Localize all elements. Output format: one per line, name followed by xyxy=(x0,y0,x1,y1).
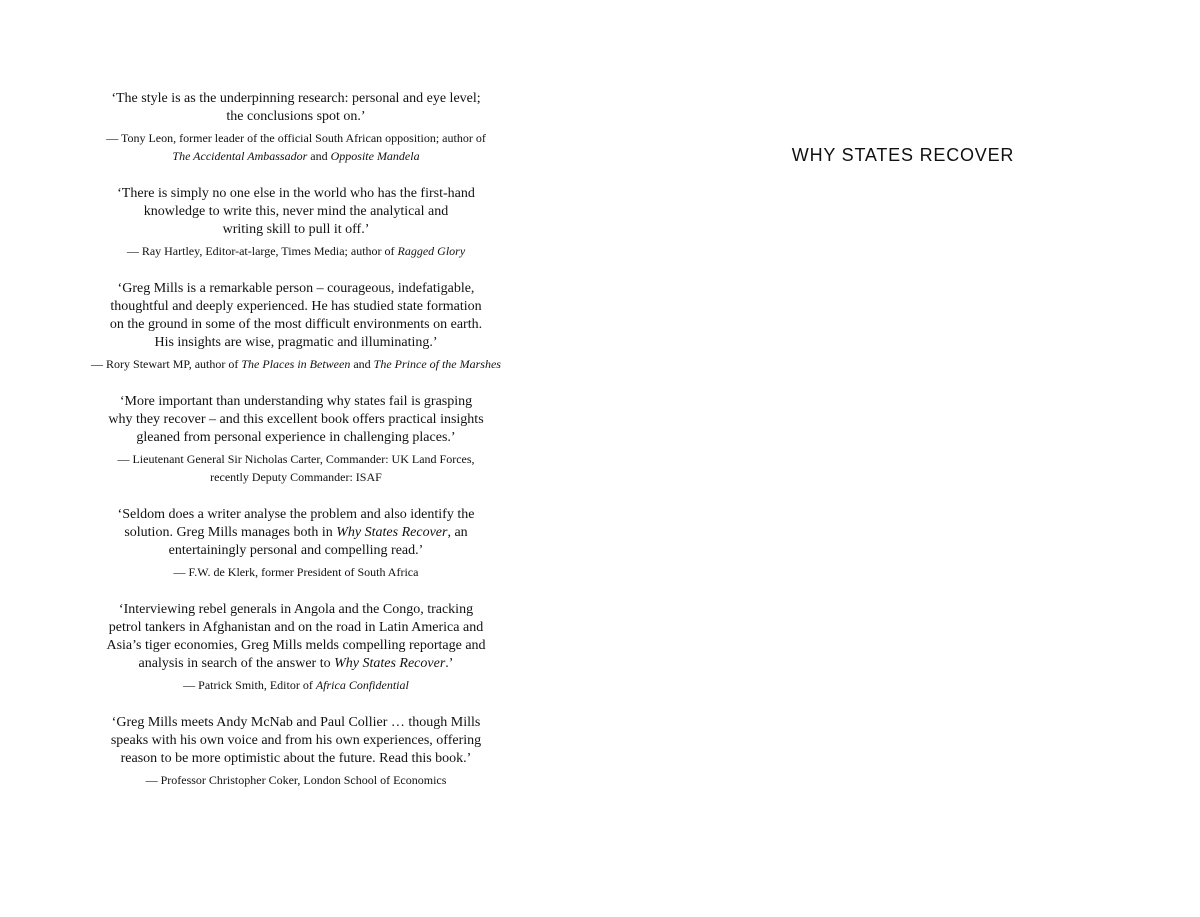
quote-attribution xyxy=(86,563,506,581)
quote-attribution xyxy=(86,355,506,373)
attribution-text: — Patrick Smith, Editor of xyxy=(183,678,316,692)
quote-attribution xyxy=(86,242,506,260)
quote-text xyxy=(86,601,506,673)
book-title: WHY STATES RECOVER xyxy=(791,145,1015,165)
quote-text: ‘Greg Mills is a remarkable person – courageous, indefatigable, thoughtful and deeply experienced. He has studied state formation on the ground in some of the most difficult environments on earth. His insights are wise, pragmatic and illuminating.’ xyxy=(109,281,483,350)
quote-text: ‘Greg Mills meets Andy McNab and Paul Collier … though Mills speaks with his own voice and from his own experiences, offering reason to be more optimistic about the future. Read this book.’ xyxy=(110,715,482,766)
book-title-italic: The Prince of the Marshes xyxy=(373,357,501,371)
quote-text-part: ‘Seldom does a writer analyse the problem and also identify the solution. Greg Mills manages both in xyxy=(117,507,475,540)
attribution-text: — Rory Stewart MP, author of xyxy=(91,357,242,371)
book-title-italic: Why States Recover xyxy=(334,656,446,671)
book-title-italic: Africa Confidential xyxy=(315,678,409,692)
quote-text-part: .’ xyxy=(445,656,454,671)
book-title-italic: Why States Recover xyxy=(336,525,448,540)
quote-text-part: , an entertainingly personal and compelling read.’ xyxy=(168,525,468,558)
quote-text: ‘More important than understanding why states fail is grasping why they recover – and this excellent book offers practical insights gleaned from personal experience in challenging places.’ xyxy=(108,394,484,445)
attribution-text: — F.W. de Klerk, former President of South Africa xyxy=(173,565,419,579)
praise-quotes xyxy=(86,90,506,809)
right-page-half-title xyxy=(600,0,1200,917)
quote-block xyxy=(86,185,506,260)
attribution-text: — Tony Leon, former leader of the official South African opposition; author of xyxy=(106,131,486,145)
quote-attribution xyxy=(86,771,506,789)
attribution-text: — Professor Christopher Coker, London School of Economics xyxy=(145,773,447,787)
book-title-italic: Opposite Mandela xyxy=(330,149,420,163)
quote-block xyxy=(86,90,506,165)
quote-attribution xyxy=(86,450,506,486)
quote-block xyxy=(86,601,506,694)
attribution-text: and xyxy=(350,357,374,371)
quote-block xyxy=(86,393,506,486)
quote-block xyxy=(86,280,506,373)
quote-attribution xyxy=(86,676,506,694)
book-title-italic: The Places in Between xyxy=(241,357,351,371)
quote-text xyxy=(86,506,506,560)
attribution-text: and xyxy=(307,149,331,163)
attribution-text: — Lieutenant General Sir Nicholas Carter, Commander: UK Land Forces, recently Deputy Commander: ISAF xyxy=(117,452,475,484)
book-title-italic: Ragged Glory xyxy=(397,244,466,258)
quote-attribution xyxy=(86,129,506,165)
quote-text: ‘There is simply no one else in the world who has the first-hand knowledge to write this, never mind the analytical and writing skill to pull it off.’ xyxy=(117,186,475,237)
quote-text-part: ‘Interviewing rebel generals in Angola and the Congo, tracking petrol tankers in Afghanistan and on the road in Latin America and Asia’s tiger economies, Greg Mills melds compelling reportage and analysis in search of the answer to xyxy=(106,602,486,671)
book-title-italic: The Accidental Ambassador xyxy=(172,149,308,163)
quote-block xyxy=(86,714,506,789)
quote-text: ‘The style is as the underpinning research: personal and eye level; the conclusions spot on.’ xyxy=(111,91,481,124)
attribution-text: — Ray Hartley, Editor-at-large, Times Media; author of xyxy=(126,244,398,258)
quote-block xyxy=(86,506,506,581)
